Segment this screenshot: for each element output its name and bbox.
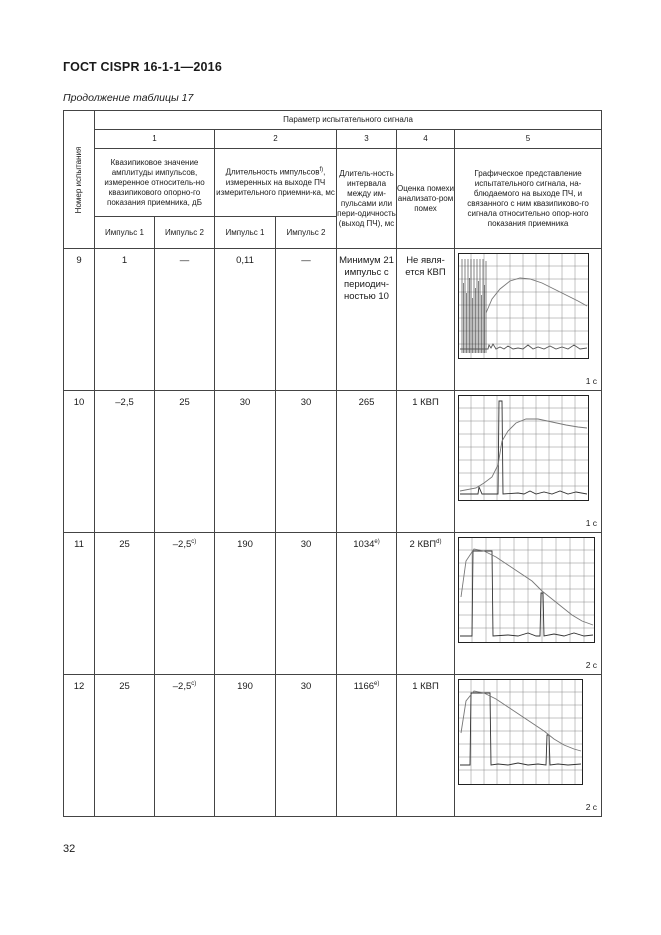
table-row bbox=[64, 391, 602, 533]
col-number-1: 1 bbox=[95, 130, 215, 149]
pulse2-duration: 30 bbox=[276, 533, 337, 675]
col2-pulse2-header: Импульс 2 bbox=[276, 217, 337, 249]
pulse-interval: 1166$^{e)}$ bbox=[337, 675, 397, 817]
col-number-2: 2 bbox=[215, 130, 337, 149]
col3-header: Длитель-ность интервала между им-пульсами или пери-одичность (выход ПЧ), мс bbox=[337, 149, 397, 249]
pulse2-duration: 30 bbox=[276, 391, 337, 533]
time-scale-label: 1 с bbox=[585, 376, 598, 387]
pulse1-amplitude: 1 bbox=[95, 249, 155, 391]
signal-oscillogram-9 bbox=[458, 253, 590, 361]
time-scale-label: 2 с bbox=[585, 660, 598, 671]
signal-plot-cell bbox=[455, 675, 602, 817]
signal-oscillogram-11 bbox=[458, 537, 596, 645]
test-number: 11 bbox=[64, 533, 95, 675]
pulse1-duration: 30 bbox=[215, 391, 276, 533]
pulse2-duration: — bbox=[276, 249, 337, 391]
test-number: 12 bbox=[64, 675, 95, 817]
table-row bbox=[64, 249, 602, 391]
col5-header: Графическое представление испытательного сигнала, на-блюдаемого на выходе ПЧ, и связанного с ним квазипиково-го сигнала относительно опор-ного показания приемника bbox=[455, 149, 602, 249]
analyzer-evaluation: 1 КВП bbox=[397, 675, 455, 817]
col1-pulse2-header: Импульс 2 bbox=[155, 217, 215, 249]
test-number: 10 bbox=[64, 391, 95, 533]
time-scale-label: 2 с bbox=[585, 802, 598, 813]
col4-header: Оценка помехи анализато-ром помех bbox=[397, 149, 455, 249]
pulse2-amplitude: 25 bbox=[155, 391, 215, 533]
signal-plot-cell bbox=[455, 249, 602, 391]
table-continuation-caption: Продолжение таблицы 17 bbox=[63, 92, 194, 104]
analyzer-evaluation: 2 КВП$^{d)}$ bbox=[397, 533, 455, 675]
pulse2-amplitude: –2,5$^{c)}$ bbox=[155, 675, 215, 817]
pulse2-amplitude: –2,5$^{c)}$ bbox=[155, 533, 215, 675]
pulse1-amplitude: –2,5 bbox=[95, 391, 155, 533]
pulse1-duration: 0,11 bbox=[215, 249, 276, 391]
col2-pulse1-header: Импульс 1 bbox=[215, 217, 276, 249]
pulse2-duration: 30 bbox=[276, 675, 337, 817]
pulse1-amplitude: 25 bbox=[95, 533, 155, 675]
table-row bbox=[64, 533, 602, 675]
test-signal-table bbox=[63, 110, 602, 817]
col-number-3: 3 bbox=[337, 130, 397, 149]
signal-plot-cell bbox=[455, 533, 602, 675]
signal-oscillogram-12 bbox=[458, 679, 584, 787]
test-number-header: Номер испытания bbox=[64, 111, 95, 249]
col1-header: Квазипиковое значение амплитуды импульсов, измеренное относитель-но квазипикового опорно-го показания приемника, дБ bbox=[95, 149, 215, 217]
col2-header: Длительность импульсов$^{f)}$, измеренных на выходе ПЧ измерительного приемни-ка, мс bbox=[215, 149, 337, 217]
pulse-interval: Минимум 21 импульс с периодич-ностью 10 bbox=[337, 249, 397, 391]
col-number-5: 5 bbox=[455, 130, 602, 149]
pulse-interval: 265 bbox=[337, 391, 397, 533]
test-number: 9 bbox=[64, 249, 95, 391]
document-header: ГОСТ CISPR 16-1-1—2016 bbox=[63, 60, 222, 74]
signal-oscillogram-10 bbox=[458, 395, 590, 503]
page-number: 32 bbox=[63, 843, 76, 855]
analyzer-evaluation: 1 КВП bbox=[397, 391, 455, 533]
pulse1-duration: 190 bbox=[215, 675, 276, 817]
signal-plot-cell bbox=[455, 391, 602, 533]
pulse-interval: 1034$^{e)}$ bbox=[337, 533, 397, 675]
pulse1-amplitude: 25 bbox=[95, 675, 155, 817]
col-number-4: 4 bbox=[397, 130, 455, 149]
parameter-header: Параметр испытательного сигнала bbox=[95, 111, 602, 130]
col1-pulse1-header: Импульс 1 bbox=[95, 217, 155, 249]
pulse1-duration: 190 bbox=[215, 533, 276, 675]
time-scale-label: 1 с bbox=[585, 518, 598, 529]
pulse2-amplitude: — bbox=[155, 249, 215, 391]
table-row bbox=[64, 675, 602, 817]
analyzer-evaluation: Не явля-ется КВП bbox=[397, 249, 455, 391]
